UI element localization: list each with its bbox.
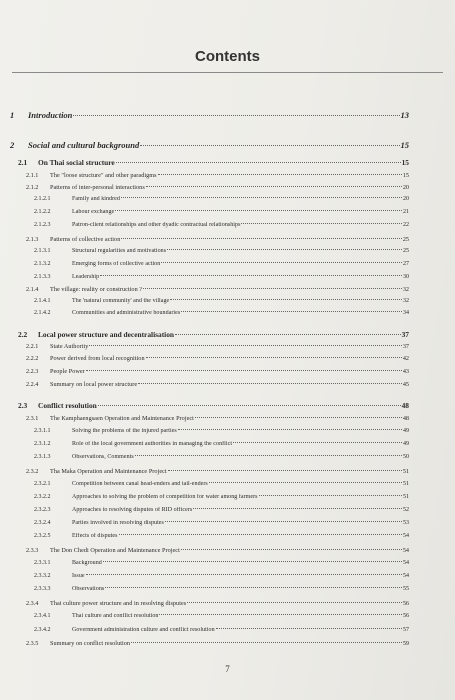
- toc-entry-title: The "loose structure" and other paradigms: [50, 172, 157, 179]
- toc-entry-number: 2.3.2: [26, 468, 39, 475]
- toc-entry-number: 2.1.2.2: [34, 209, 51, 215]
- toc-entry-number: 2.3.2.5: [34, 533, 51, 539]
- toc-entry[interactable]: [34, 441, 409, 447]
- toc-entry-page: 45: [402, 381, 409, 388]
- toc-entry-title: Competition between canal head-enders and tail-enders: [72, 481, 208, 487]
- toc-entry-title: Labour exchange: [72, 209, 115, 215]
- toc-entry-title: Local power structure and decentralisation: [38, 330, 175, 339]
- dot-leader: [135, 455, 402, 456]
- toc-entry-number: 1: [10, 110, 15, 120]
- dot-leader: [193, 508, 402, 509]
- toc-entry-title: Family and kindred: [72, 196, 120, 202]
- toc-entry-number: 2.2.3: [26, 368, 39, 375]
- toc-entry[interactable]: [34, 586, 409, 592]
- dot-leader: [100, 275, 402, 276]
- toc-entry-page: 37: [401, 330, 409, 339]
- toc-entry[interactable]: [34, 494, 409, 500]
- toc-entry[interactable]: [18, 158, 409, 167]
- toc-entry[interactable]: [34, 507, 409, 513]
- toc-entry-page: 13: [400, 110, 409, 120]
- toc-entry-title: The 'natural community' and the village: [72, 298, 170, 304]
- toc-entry-number: 2.3.3.1: [34, 560, 51, 566]
- toc-entry[interactable]: [26, 355, 409, 362]
- dot-leader: [89, 345, 401, 346]
- toc-entry[interactable]: [34, 222, 409, 228]
- dot-leader: [241, 223, 402, 224]
- title-rule: [12, 72, 443, 73]
- dot-leader: [116, 162, 401, 163]
- toc-entry-title: The Don Chedi Operation and Maintenance Project: [50, 547, 180, 554]
- toc-entry-number: 2.3.2.2: [34, 494, 51, 500]
- page-title: Contents: [195, 48, 260, 65]
- toc-entry-title: People Power: [50, 368, 85, 375]
- dot-leader: [161, 262, 402, 263]
- toc-entry-page: 57: [403, 627, 409, 633]
- toc-entry[interactable]: [34, 196, 409, 202]
- toc-entry-title: Social and cultural background: [28, 140, 140, 150]
- toc-entry[interactable]: [34, 209, 409, 215]
- dot-leader: [121, 197, 402, 198]
- dot-leader: [98, 405, 401, 406]
- toc-entry-title: The village: reality or construction ?: [50, 286, 143, 293]
- toc-entry-title: Summary on conflict resolution: [50, 640, 131, 647]
- toc-entry-page: 51: [403, 494, 409, 500]
- dot-leader: [187, 602, 402, 603]
- toc-entry-title: Introduction: [28, 110, 73, 120]
- toc-entry-number: 2.2: [18, 330, 28, 339]
- toc-entry-number: 2.3.4.2: [34, 627, 51, 633]
- dot-leader: [143, 288, 402, 289]
- toc-entry-page: 32: [402, 286, 409, 293]
- toc-entry[interactable]: [26, 236, 409, 243]
- toc-entry-page: 15: [402, 172, 409, 179]
- dot-leader: [216, 628, 402, 629]
- toc-entry-number: 2.1.3.1: [34, 248, 51, 254]
- toc-entry[interactable]: [18, 330, 409, 339]
- toc-entry-page: 42: [402, 355, 409, 362]
- toc-entry-title: Leadership: [72, 274, 100, 280]
- dot-leader: [181, 549, 402, 550]
- toc-entry-number: 2.3.5: [26, 640, 39, 647]
- dot-leader: [209, 482, 402, 483]
- toc-entry-page: 27: [403, 261, 409, 267]
- toc-entry[interactable]: [26, 468, 409, 475]
- dot-leader: [181, 311, 402, 312]
- toc-entry-title: Background: [72, 560, 102, 566]
- toc-entry-page: 21: [403, 209, 409, 215]
- toc-entry[interactable]: [34, 428, 409, 434]
- dot-leader: [86, 574, 402, 575]
- toc-entry-page: 54: [403, 573, 409, 579]
- toc-entry[interactable]: [26, 343, 409, 350]
- page-number: 7: [225, 664, 230, 674]
- toc-entry[interactable]: [34, 274, 409, 280]
- toc-entry-page: 37: [402, 343, 409, 350]
- toc-entry[interactable]: [34, 573, 409, 579]
- toc-entry-page: 55: [403, 586, 409, 592]
- toc-entry[interactable]: [34, 533, 409, 539]
- toc-entry-page: 48: [401, 401, 409, 410]
- toc-entry-title: Communities and administrative boundaries: [72, 310, 181, 316]
- toc-entry-title: Role of the local government authorities in managing the conflict: [72, 441, 233, 447]
- toc-entry-page: 22: [403, 222, 409, 228]
- toc-entry-title: Tha Maka Operation and Maintenance Project: [50, 468, 167, 475]
- toc-entry[interactable]: [34, 481, 409, 487]
- toc-entry-number: 2.1.3.3: [34, 274, 51, 280]
- dot-leader: [178, 429, 402, 430]
- toc-entry-number: 2.3.3.2: [34, 573, 51, 579]
- toc-entry-number: 2.1.4.1: [34, 298, 51, 304]
- toc-entry-title: The Kamphaengsaen Operation and Maintenance Project: [50, 415, 194, 422]
- toc-entry-title: Conflict resolution: [38, 401, 97, 410]
- toc-entry-number: 2.2.4: [26, 381, 39, 388]
- toc-entry-title: Patron-client relationships and other dyadic contractual relationships: [72, 222, 241, 228]
- dot-leader: [175, 334, 401, 335]
- toc-entry[interactable]: [34, 613, 409, 619]
- toc-entry-page: 51: [402, 468, 409, 475]
- toc-entry-number: 2.3.3: [26, 547, 39, 554]
- toc-entry-page: 56: [402, 600, 409, 607]
- toc-entry[interactable]: [34, 627, 409, 633]
- toc-entry-page: 48: [402, 415, 409, 422]
- toc-entry[interactable]: [34, 298, 409, 304]
- toc-entry[interactable]: [34, 560, 409, 566]
- toc-entry-number: 2.1.3: [26, 236, 39, 243]
- toc-entry-title: State Authority: [50, 343, 89, 350]
- toc-entry-title: Patterns of inter-personal interactions: [50, 184, 145, 191]
- toc-entry[interactable]: [26, 368, 409, 375]
- toc-entry[interactable]: [26, 184, 409, 191]
- toc-entry-number: 2.3.2.3: [34, 507, 51, 513]
- toc-entry-page: 53: [403, 520, 409, 526]
- toc-entry[interactable]: [26, 415, 409, 422]
- toc-entry-number: 2.3: [18, 401, 28, 410]
- dot-leader: [167, 249, 402, 250]
- toc-entry-number: 2.3.4: [26, 600, 39, 607]
- toc-entry-page: 49: [403, 441, 409, 447]
- dot-leader: [158, 174, 402, 175]
- toc-entry-page: 15: [401, 158, 409, 167]
- toc-entry-page: 49: [403, 428, 409, 434]
- toc-entry-title: Government administration culture and conflict resolution: [72, 627, 215, 633]
- toc-entry-page: 50: [403, 454, 409, 460]
- toc-entry-page: 25: [402, 236, 409, 243]
- toc-entry-page: 51: [403, 481, 409, 487]
- toc-entry[interactable]: [26, 286, 409, 293]
- toc-entry-number: 2.3.2.4: [34, 520, 51, 526]
- toc-entry-number: 2.2.1: [26, 343, 39, 350]
- toc-entry[interactable]: [10, 110, 409, 120]
- toc-entry-page: 43: [402, 368, 409, 375]
- toc-entry[interactable]: [34, 248, 409, 254]
- toc-entry-page: 20: [402, 184, 409, 191]
- toc-entry-title: Emerging forms of collective action: [72, 261, 161, 267]
- toc-entry-title: Patterns of collective action: [50, 236, 121, 243]
- toc-entry[interactable]: [34, 261, 409, 267]
- toc-entry-number: 2.3.1: [26, 415, 39, 422]
- toc-entry-page: 30: [403, 274, 409, 280]
- dot-leader: [86, 370, 402, 371]
- toc-entry-page: 32: [403, 298, 409, 304]
- dot-leader: [159, 614, 402, 615]
- toc-entry-number: 2.3.2.1: [34, 481, 51, 487]
- toc-entry-page: 54: [403, 560, 409, 566]
- toc-entry-title: Power derived from local recognition: [50, 355, 145, 362]
- toc-entry-number: 2.1.2: [26, 184, 39, 191]
- toc-entry-title: Effects of disputes: [72, 533, 118, 539]
- toc-entry-number: 2.3.1.2: [34, 441, 51, 447]
- toc-entry-number: 2.3.1.3: [34, 454, 51, 460]
- toc-entry[interactable]: [10, 140, 409, 150]
- toc-entry-title: Approaches to solving the problem of competition for water among farmers: [72, 494, 258, 500]
- dot-leader: [119, 534, 403, 535]
- toc-entry-page: 15: [400, 140, 409, 150]
- toc-entry-page: 25: [403, 248, 409, 254]
- toc-entry-number: 2.1.3.2: [34, 261, 51, 267]
- toc-entry-number: 2.3.4.1: [34, 613, 51, 619]
- dot-leader: [168, 470, 402, 471]
- toc-entry-title: Thai culture power structure and in resolving disputes: [50, 600, 187, 607]
- toc-entry-page: 34: [403, 310, 409, 316]
- toc-entry-number: 2: [10, 140, 15, 150]
- toc-entry-number: 2.3.1.1: [34, 428, 51, 434]
- toc-entry-title: Summary on local power structure: [50, 381, 138, 388]
- toc-entry-title: Thai culture and conflict resolution: [72, 613, 159, 619]
- dot-leader: [73, 115, 399, 116]
- toc-entry-title: Parties involved in resolving disputes: [72, 520, 164, 526]
- toc-entry[interactable]: [34, 520, 409, 526]
- toc-entry-number: 2.1.2.3: [34, 222, 51, 228]
- dot-leader: [170, 299, 402, 300]
- toc-entry-number: 2.1.4: [26, 286, 39, 293]
- dot-leader: [103, 561, 402, 562]
- toc-entry-number: 2.1.2.1: [34, 196, 51, 202]
- toc-entry-title: Observations: [72, 586, 105, 592]
- toc-entry[interactable]: [26, 547, 409, 554]
- dot-leader: [259, 495, 402, 496]
- toc-entry-title: Issue: [72, 573, 85, 579]
- toc-entry-number: 2.1.1: [26, 172, 39, 179]
- dot-leader: [121, 238, 401, 239]
- toc-entry[interactable]: [34, 310, 409, 316]
- toc-entry-page: 59: [402, 640, 409, 647]
- toc-entry-title: Solving the problems of the injured parties: [72, 428, 177, 434]
- toc-entry-title: Approaches to resolving disputes of RID officers: [72, 507, 193, 513]
- toc-entry-number: 2.2.2: [26, 355, 39, 362]
- toc-entry[interactable]: [18, 401, 409, 410]
- dot-leader: [165, 521, 402, 522]
- toc-entry[interactable]: [26, 172, 409, 179]
- dot-leader: [115, 210, 402, 211]
- toc-entry[interactable]: [34, 454, 409, 460]
- toc-entry-title: Structural regularities and motivations: [72, 248, 167, 254]
- toc-entry-page: 54: [402, 547, 409, 554]
- toc-entry[interactable]: [26, 640, 409, 647]
- toc-entry-title: On Thai social structure: [38, 158, 115, 167]
- dot-leader: [233, 442, 402, 443]
- dot-leader: [138, 383, 402, 384]
- toc-entry-number: 2.1: [18, 158, 28, 167]
- toc-entry[interactable]: [26, 600, 409, 607]
- dot-leader: [131, 642, 402, 643]
- toc-entry-number: 2.3.3.3: [34, 586, 51, 592]
- dot-leader: [195, 417, 402, 418]
- toc-entry[interactable]: [26, 381, 409, 388]
- toc-entry-title: Observations, Comments: [72, 454, 134, 460]
- dot-leader: [146, 357, 402, 358]
- dot-leader: [146, 186, 402, 187]
- toc-entry-number: 2.1.4.2: [34, 310, 51, 316]
- dot-leader: [140, 145, 399, 146]
- toc-entry-page: 56: [403, 613, 409, 619]
- toc-entry-page: 52: [403, 507, 409, 513]
- dot-leader: [105, 587, 402, 588]
- toc-entry-page: 54: [403, 533, 409, 539]
- toc-entry-page: 20: [403, 196, 409, 202]
